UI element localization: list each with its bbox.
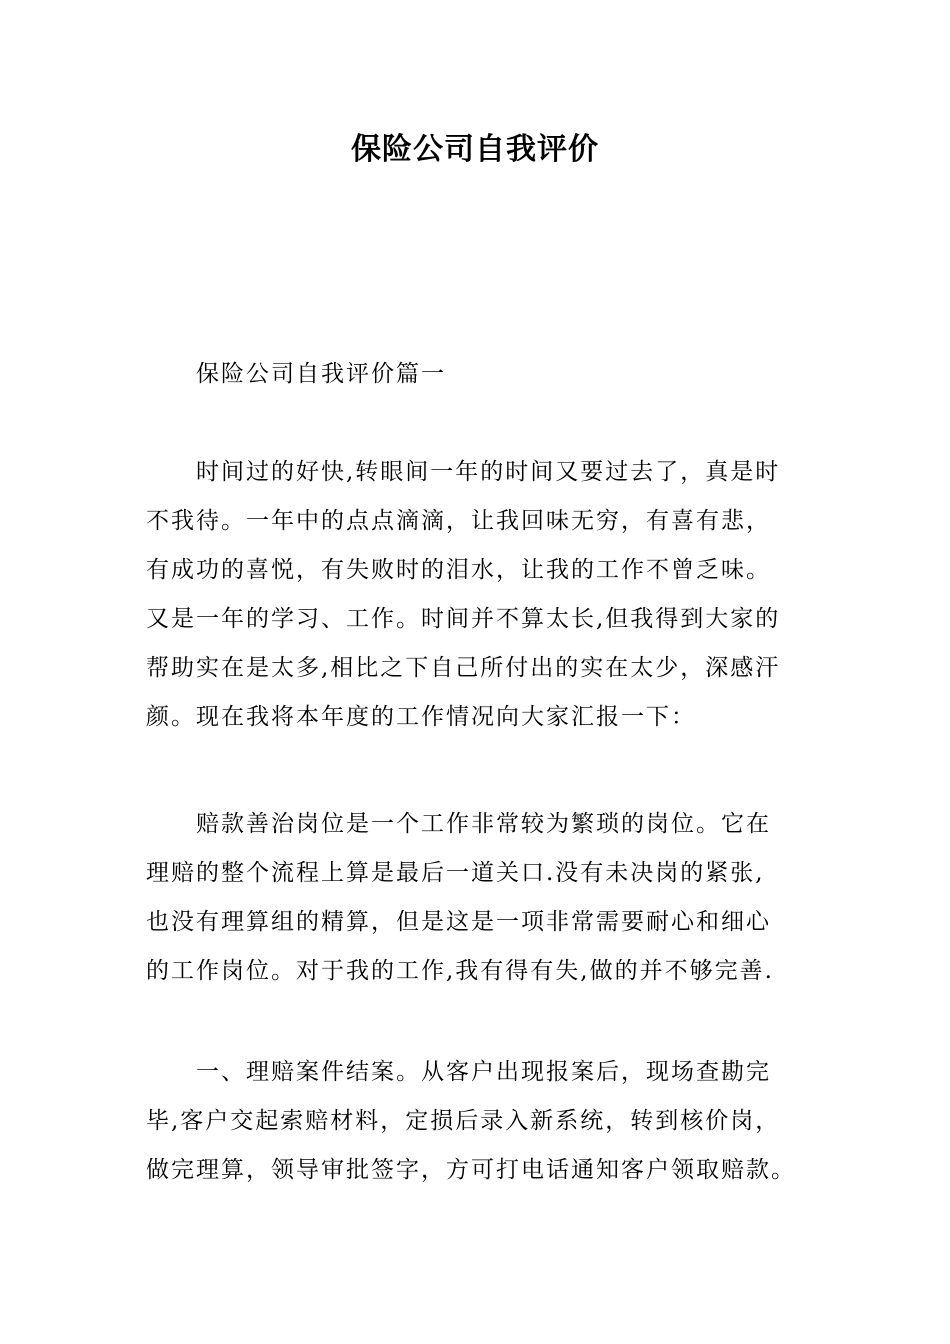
paragraph-line: 毕,客户交起索赔材料，定损后录入新系统，转到核价岗， <box>146 1108 781 1134</box>
paragraph-line: 理赔的整个流程上算是最后一道关口.没有未决岗的紧张, <box>146 860 765 886</box>
document-title: 保险公司自我评价 <box>351 132 599 167</box>
paragraph-line: 时间过的好快,转眼间一年的时间又要过去了，真是时 <box>196 459 781 485</box>
paragraph-1 <box>146 448 806 742</box>
paragraph-line: 颜。现在我将本年度的工作情况向大家汇报一下： <box>146 704 696 730</box>
paragraph-line: 不我待。一年中的点点滴滴，让我回味无穷，有喜有悲， <box>146 508 771 534</box>
section-heading: 保险公司自我评价篇一 <box>196 361 446 387</box>
paragraph-line: 一、理赔案件结案。从客户出现报案后，现场查勘完 <box>196 1059 771 1085</box>
paragraph-line: 的工作岗位。对于我的工作,我有得有失,做的并不够完善. <box>146 958 774 984</box>
paragraph-line: 又是一年的学习、工作。时间并不算太长,但我得到大家的 <box>146 606 781 632</box>
paragraph-line: 有成功的喜悦，有失败时的泪水，让我的工作不曾乏味。 <box>146 557 771 583</box>
paragraph-line: 赔款善治岗位是一个工作非常较为繁琐的岗位。它在 <box>196 811 771 837</box>
paragraph-line: 帮助实在是太多,相比之下自己所付出的实在太少，深感汗 <box>146 655 781 681</box>
paragraph-line: 做完理算，领导审批签字，方可打电话通知客户领取赔款。 <box>146 1157 796 1183</box>
paragraph-line: 也没有理算组的精算，但是这是一项非常需要耐心和细心 <box>146 909 771 935</box>
paragraph-3 <box>146 1048 806 1195</box>
paragraph-2 <box>146 800 806 996</box>
